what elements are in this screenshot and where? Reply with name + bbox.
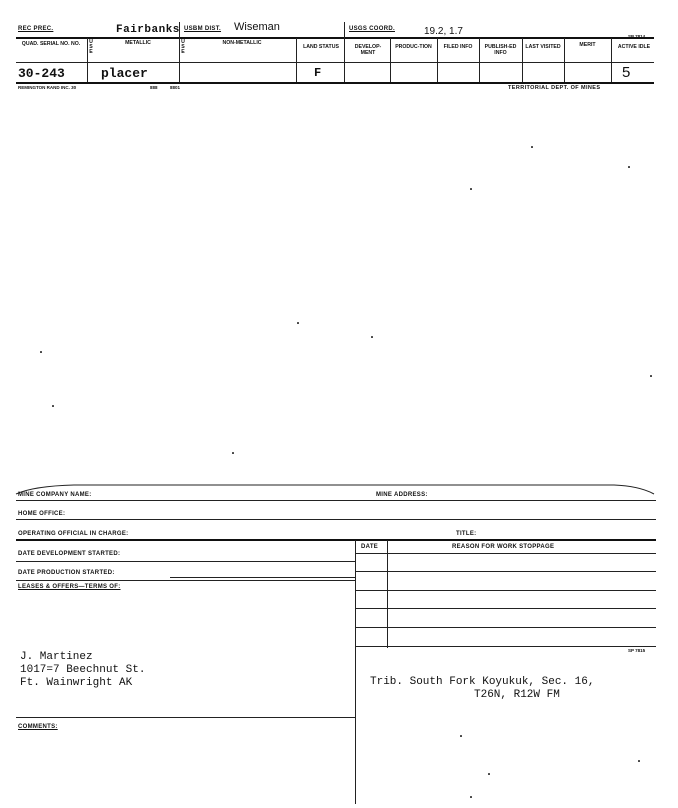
leases-offers-label: LEASES & OFFERS—TERMS OF: bbox=[18, 584, 121, 590]
form-number-top: SP 7814 bbox=[628, 34, 646, 39]
form-number-bottom: SP 7815 bbox=[628, 648, 646, 653]
land-status-label: LAND STATUS bbox=[303, 44, 339, 50]
use-label-nonmetallic: U S E bbox=[181, 39, 185, 55]
rec-prec-value: Fairbanks bbox=[116, 24, 180, 36]
last-visited-label: LAST VISITED bbox=[525, 44, 561, 50]
metallic-label: METALLIC bbox=[125, 40, 151, 46]
active-idle-label: ACTIVE IDLE bbox=[617, 44, 651, 50]
usbm-dist-value: Wiseman bbox=[234, 21, 280, 33]
active-idle-value: 5 bbox=[622, 64, 631, 81]
quad-serial-label: QUAD. SERIAL NO. NO. bbox=[21, 41, 81, 47]
usgs-coord-label: USGS COORD. bbox=[349, 26, 395, 32]
owner-city: Ft. Wainwright AK bbox=[20, 677, 133, 689]
published-info-label: PUBLISH-ED INFO bbox=[484, 44, 517, 56]
land-status-value: F bbox=[314, 66, 322, 80]
metallic-value: placer bbox=[101, 66, 148, 81]
top-divider-line bbox=[14, 474, 656, 498]
operating-official-label: OPERATING OFFICIAL IN CHARGE: bbox=[18, 531, 129, 537]
merit-label: MERIT bbox=[579, 42, 596, 48]
nonmetallic-label: NON-METALLIC bbox=[222, 40, 262, 46]
printer-imprint: REMINGTON RAND INC. 30 bbox=[18, 85, 77, 90]
usgs-coord-value: 19.2, 1.7 bbox=[424, 26, 463, 37]
printer-code-2: 8801 bbox=[170, 85, 181, 90]
production-label: PRODUC-TION bbox=[395, 44, 432, 50]
title-label: TITLE: bbox=[456, 531, 477, 537]
filed-info-label: FILED INFO bbox=[443, 44, 473, 50]
owner-name: J. Martinez bbox=[20, 651, 93, 663]
date-development-label: DATE DEVELOPMENT STARTED: bbox=[18, 551, 121, 557]
dept-imprint: TERRITORIAL DEPT. OF MINES bbox=[508, 85, 601, 91]
development-label: DEVELOP-MENT bbox=[354, 44, 382, 56]
use-label-metallic: U S E bbox=[89, 39, 93, 55]
mine-address-label: MINE ADDRESS: bbox=[376, 492, 428, 498]
owner-street: 1017=7 Beechnut St. bbox=[20, 664, 146, 676]
printer-code-1: 888 bbox=[150, 85, 158, 90]
reason-column-label: REASON FOR WORK STOPPAGE bbox=[452, 544, 555, 550]
location-line-2: T26N, R12W FM bbox=[474, 689, 560, 701]
date-production-label: DATE PRODUCTION STARTED: bbox=[18, 570, 115, 576]
rec-prec-label: REC PREC. bbox=[18, 26, 54, 32]
location-line-1: Trib. South Fork Koyukuk, Sec. 16, bbox=[370, 676, 595, 688]
mine-company-label: MINE COMPANY NAME: bbox=[18, 492, 92, 498]
date-column-label: DATE bbox=[361, 544, 379, 550]
quad-serial-value: 30-243 bbox=[18, 66, 65, 81]
usbm-dist-label: USBM DIST. bbox=[184, 26, 222, 32]
home-office-label: HOME OFFICE: bbox=[18, 511, 66, 517]
comments-label: COMMENTS: bbox=[18, 724, 58, 730]
